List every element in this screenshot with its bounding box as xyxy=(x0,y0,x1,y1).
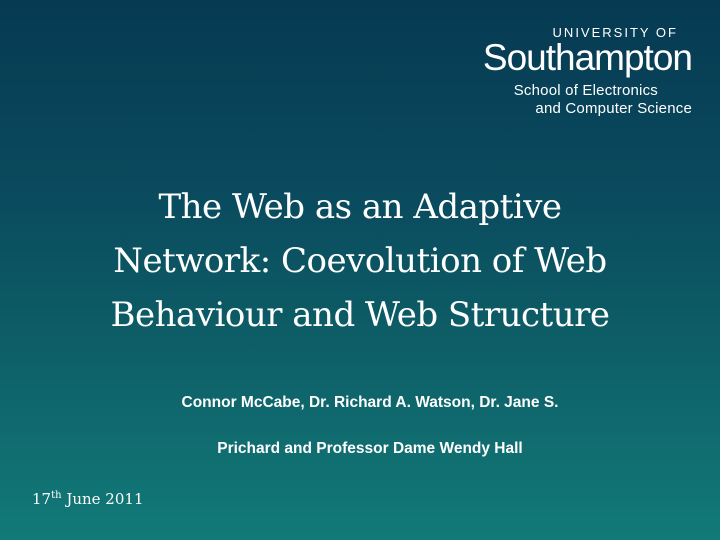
logo-southampton: Southampton xyxy=(482,37,692,78)
authors xyxy=(60,380,680,472)
slide-title xyxy=(30,180,690,342)
title-line-2: Network: Coevolution of Web xyxy=(113,241,607,281)
authors-line-2: Prichard and Professor Dame Wendy Hall xyxy=(217,440,523,457)
date-day: 17 xyxy=(32,490,52,508)
date-suffix: th xyxy=(51,490,62,501)
university-logo xyxy=(462,26,692,118)
date-rest: June 2011 xyxy=(61,490,144,508)
logo-school-line2: and Computer Science xyxy=(535,100,692,117)
logo-school-line1: School of Electronics xyxy=(513,82,658,99)
title-line-3: Behaviour and Web Structure xyxy=(110,295,610,335)
presentation-date xyxy=(32,490,143,508)
title-line-1: The Web as an Adaptive xyxy=(158,187,562,227)
logo-university-of: UNIVERSITY OF xyxy=(552,25,678,40)
authors-line-1: Connor McCabe, Dr. Richard A. Watson, Dr. Jane S. xyxy=(181,394,559,411)
